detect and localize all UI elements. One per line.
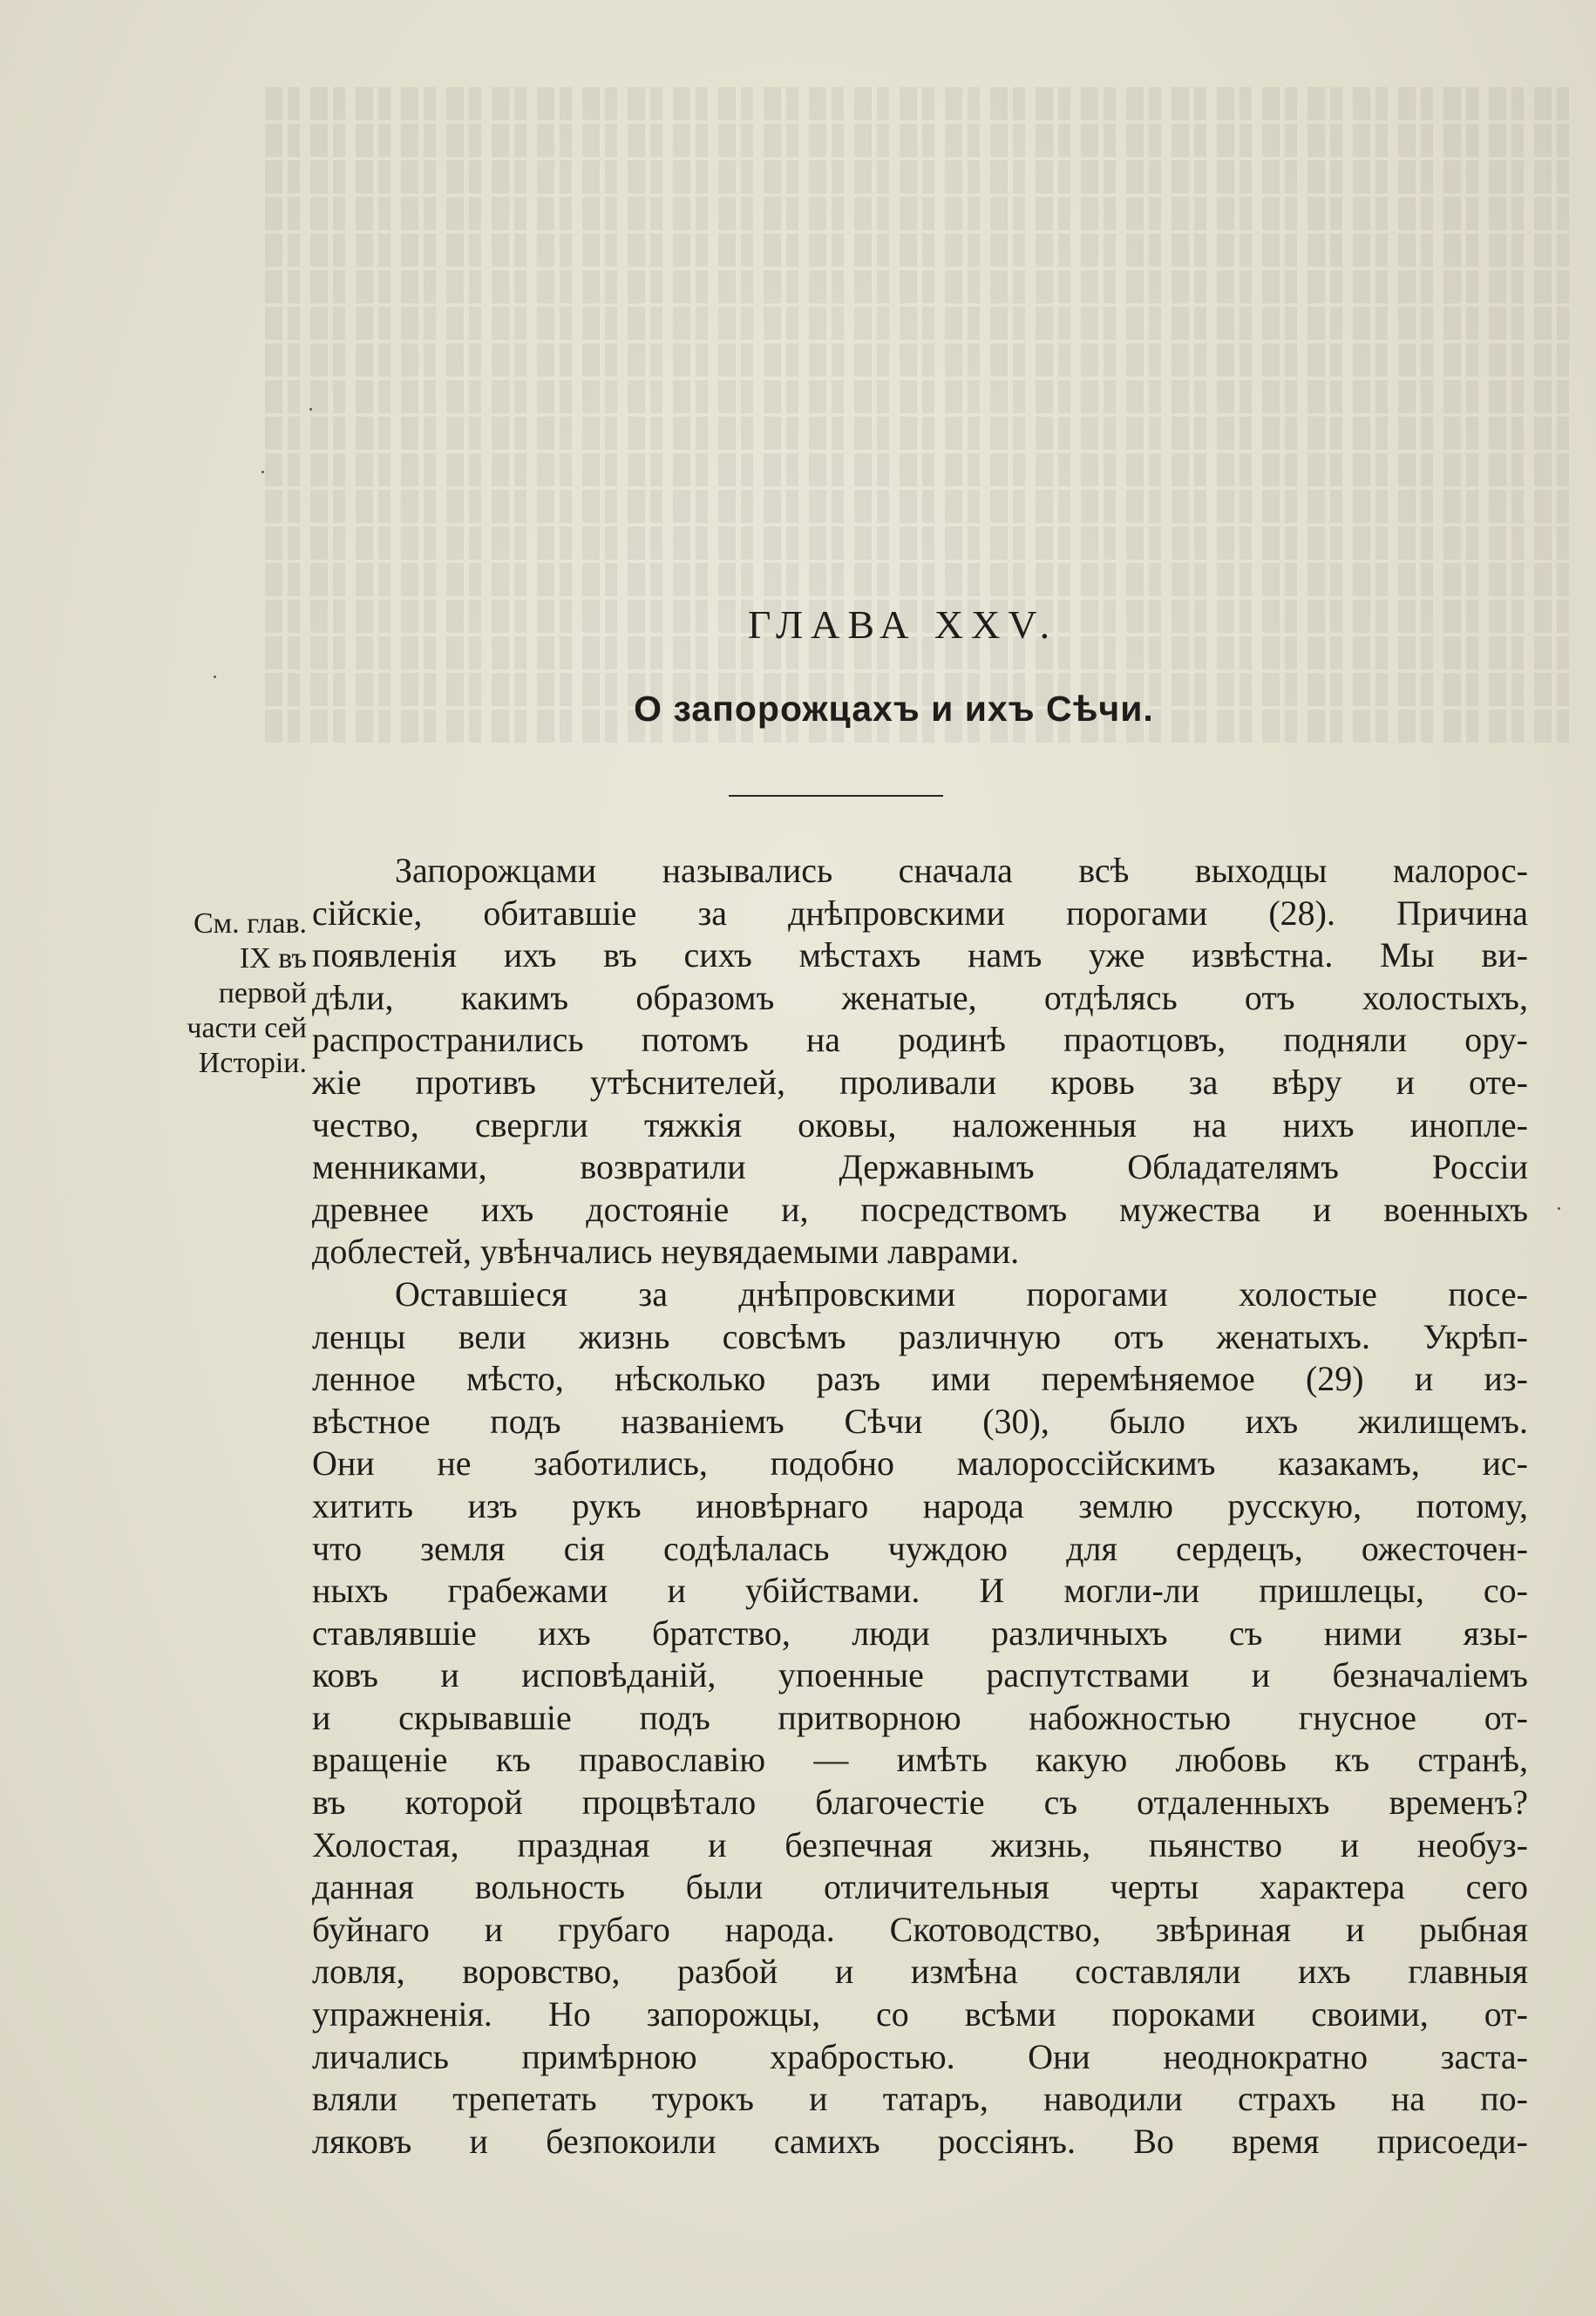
text-line: вращеніе къ православію — имѣть какую любовь къ странѣ, — [312, 1740, 1528, 1780]
text-line: появленія ихъ въ сихъ мѣстахъ намъ уже извѣстна. Мы ви- — [312, 935, 1528, 975]
text-line: ныхъ грабежами и убійствами. И могли-ли пришлецы, со- — [312, 1571, 1528, 1611]
chapter-title: ГЛАВА XXV. — [747, 602, 1058, 647]
text-line: Оставшіеся за днѣпровскими порогами холостые посе- — [395, 1273, 1528, 1314]
bleed-through-texture — [261, 87, 1569, 767]
paragraph-1 — [312, 850, 1528, 1273]
text-line: упражненія. Но запорожцы, со всѣми пороками своими, от- — [312, 1994, 1528, 2034]
text-line: и скрывавшіе подъ притворною набожностью гнусное от- — [312, 1697, 1528, 1737]
text-line: Они не заботились, подобно малороссійскимъ казакамъ, ис- — [312, 1443, 1528, 1484]
text-line: вѣстное подъ названіемъ Сѣчи (30), было ихъ жилищемъ. — [312, 1401, 1528, 1441]
text-line: дѣли, какимъ образомъ женатые, отдѣлясь отъ холостыхъ, — [312, 977, 1528, 1017]
text-line: чество, свергли тяжкія оковы, наложенныя на нихъ инопле- — [312, 1104, 1528, 1144]
text-line: ленцы вели жизнь совсѣмъ различную отъ женатыхъ. Укрѣп- — [312, 1316, 1528, 1356]
text-line: распространились потомъ на родинѣ праотцовъ, подняли ору- — [312, 1020, 1528, 1060]
chapter-subtitle: О запорожцахъ и ихъ Сѣчи. — [634, 689, 1154, 729]
margin-note-line: части сей — [187, 1012, 307, 1044]
text-line: ленное мѣсто, нѣсколько разъ ими перемѣняемое (29) и из- — [312, 1359, 1528, 1399]
text-line: хитить изъ рукъ иновѣрнаго народа землю русскую, потому, — [312, 1485, 1528, 1525]
text-line: данная вольность были отличительныя черты характера сего — [312, 1867, 1528, 1907]
text-line: Холостая, праздная и безпечная жизнь, пьянство и необуз- — [312, 1824, 1528, 1864]
paper-speck — [1558, 1207, 1560, 1210]
text-line: ставлявшіе ихъ братство, люди различныхъ съ ними язы- — [312, 1613, 1528, 1653]
text-line: ловля, воровство, разбой и измѣна составляли ихъ главныя — [312, 1952, 1528, 1992]
paper-speck — [261, 471, 264, 473]
text-line: буйнаго и грубаго народа. Скотоводство, звѣриная и рыбная — [312, 1909, 1528, 1949]
text-line: личались примѣрною храбростью. Они неоднократно заста- — [312, 2036, 1528, 2076]
text-line: доблестей, увѣнчались неувядаемыми лаврами. — [312, 1232, 1020, 1272]
text-line: жіе противъ утѣснителей, проливали кровь за вѣру и оте- — [312, 1062, 1528, 1102]
text-line: ковъ и исповѣданій, упоенные распутствами и безначаліемъ — [312, 1655, 1528, 1695]
text-line: менниками, возвратили Державнымъ Обладателямъ Россіи — [312, 1147, 1528, 1187]
paper-speck — [214, 676, 216, 678]
text-line: ляковъ и безпокоили самихъ россіянъ. Во время присоеди- — [312, 2121, 1528, 2161]
text-line: Запорожцами назывались сначала всѣ выходцы малорос- — [395, 851, 1528, 890]
margin-note-line: первой — [218, 977, 307, 1009]
paper-speck — [309, 408, 312, 411]
margin-note-line: IX въ — [239, 942, 307, 975]
text-line: что земля сія содѣлалась чуждою для сердецъ, ожесточен- — [312, 1528, 1528, 1568]
margin-note-line: См. глав. — [193, 907, 307, 940]
margin-note — [146, 907, 307, 1081]
text-line: сійскіе, обитавшіе за днѣпровскими порогами (28). Причина — [312, 893, 1528, 933]
body-text — [312, 850, 1528, 2163]
title-rule — [729, 795, 943, 797]
margin-note-line: Исторіи. — [198, 1047, 307, 1079]
paragraph-2 — [312, 1273, 1528, 2163]
text-line: въ которой процвѣтало благочестіе съ отдаленныхъ временъ? — [312, 1783, 1528, 1823]
text-line: древнее ихъ достояніе и, посредствомъ мужества и военныхъ — [312, 1189, 1528, 1229]
text-line: вляли трепетать турокъ и татаръ, наводили страхъ на по- — [312, 2079, 1528, 2119]
